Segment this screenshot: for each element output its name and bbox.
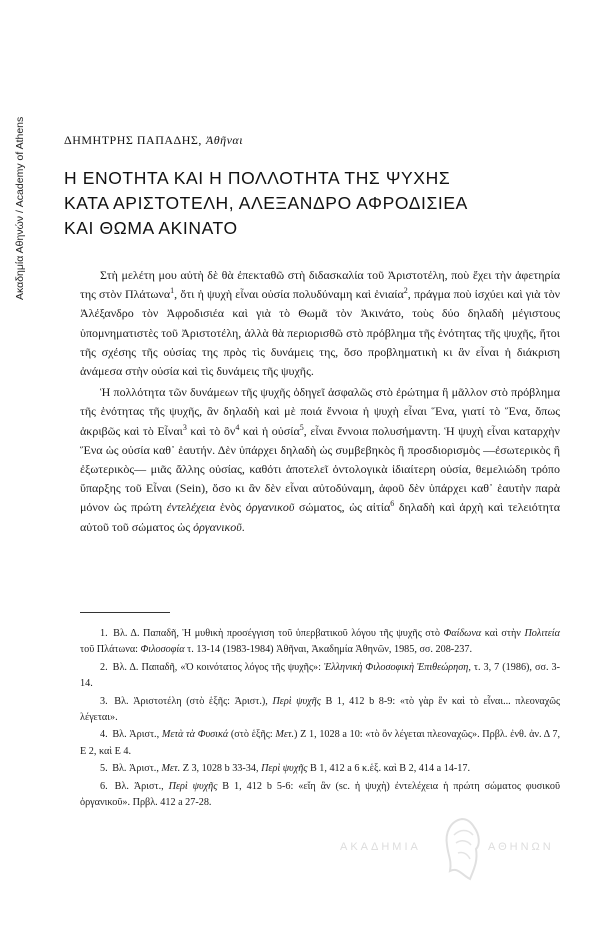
text-run: , πράγμα ποὺ ἰσχύει καὶ γιὰ τὸν Ἀλέξανδρο τὸν Ἀφροδισιέα καὶ γιὰ τὸ Θωμᾶ τὸν Ἀκινάτο, τοὺς δύο δηλαδὴ μέγιστους ὑπομνηματιστὲς τοῦ Ἀριστοτέλη, ἀλλὰ θὰ περιορισθῶ στὸ πρόβλημα τῆς ἑνότητας τῆς ψυχῆς, ἤτοι τῆς σχέσης τῆς οὐσίας της πρὸς τὶς δυνάμεις της, ὅσο προβληματικὴ κι ἂν εἶναι ἡ διάκριση ἀνάμεσα στὴν οὐσία καὶ τὶς δυνάμεις τῆς ψυχῆς. (80, 287, 560, 379)
footnote-number: 3. (100, 695, 113, 707)
body-paragraph (80, 383, 560, 537)
footnote-ref: 1 (170, 286, 175, 296)
italic-text: Μετὰ τὰ Φυσικά (161, 729, 229, 741)
text-run: Β 1, 412 b 5-6: «εἴη ἂν (sc. ἡ ψυχὴ) ἐντελέχεια ἡ πρώτη σώματος φυσικοῦ ὀργανικοῦ». Πρβλ. 412 a 27-28. (80, 780, 561, 809)
italic-text: Φιλοσοφία (140, 644, 185, 656)
watermark-text-left: ΑΚΑΔΗΜΙΑ (340, 841, 421, 853)
text-run: Βλ. Δ. Παπαδῆ, «Ὁ κοινότατος λόγος τῆς ψυχῆς»: (112, 661, 324, 673)
text-run: Β 1, 412 a 6 κ.ἑξ. καὶ Β 2, 414 a 14-17. (307, 763, 471, 775)
italic-text: ἐντελέχεια (166, 500, 216, 515)
footnote-number: 4. (100, 729, 111, 741)
athena-head-icon (440, 815, 484, 885)
footnote-number: 6. (100, 780, 113, 792)
footnote-number: 1. (100, 628, 112, 639)
text-run: καὶ στὴν (481, 628, 525, 639)
text-run: τοῦ Πλάτωνα: (80, 644, 141, 656)
text-run: σώματος, ὡς αἰτία (294, 500, 391, 515)
watermark-text-right: ΑΘΗΝΩΝ (488, 841, 554, 853)
footnotes (80, 626, 560, 812)
article-title (64, 166, 564, 241)
italic-text: ὀργανικοῦ (245, 500, 295, 515)
italic-text: Φαίδωνα (443, 628, 482, 639)
text-run: . (241, 519, 245, 534)
footnote (80, 694, 560, 727)
footnote-ref: 2 (403, 286, 408, 296)
body-paragraph (80, 266, 560, 381)
text-run: ἑνὸς (215, 500, 246, 515)
text-run: Βλ. Ἀριστ., (112, 729, 162, 741)
text-run: Βλ. Ἀριστοτέλη (στὸ ἑξῆς: Ἀριστ.), (114, 695, 273, 707)
text-run: Βλ. Ἀριστ., (114, 780, 169, 792)
italic-text: Πολιτεία (524, 628, 560, 639)
italic-text: Μετ. (161, 763, 181, 775)
text-run: , ὅτι ἡ ψυχὴ εἶναι οὐσία πολυδύναμη καὶ ἑνιαία (174, 287, 404, 302)
text-run: Ἡ πολλότητα τῶν δυνάμεων τῆς ψυχῆς ὁδηγεῖ ἀσφαλῶς στὸ ἐρώτημα ἢ μᾶλλον στὸ πρόβλημα τῆς ἑνότητας τῆς ψυχῆς, ἂν δηλαδὴ καὶ μὲ ποιά ἔννοια ἡ ψυχὴ εἶναι Ἕνα, γιατί τὸ Ἕνα, ὅπως ἀκριβῶς καὶ τὸ Εἶναι (80, 385, 560, 438)
author-line (64, 133, 243, 148)
footnote-number: 5. (100, 763, 111, 775)
footnote (80, 761, 560, 777)
text-run: δηλαδὴ καὶ ἀρχὴ καὶ τελειότητα αὐτοῦ τοῦ σώματος ὡς (80, 500, 560, 534)
text-run: (στὸ ἑξῆς: (228, 729, 276, 741)
italic-text: Ἑλληνικὴ Φιλοσοφικὴ Ἐπιθεώρηση (323, 661, 469, 673)
text-run: Ζ 3, 1028 b 33-34, (180, 763, 262, 775)
academy-watermark (328, 815, 578, 905)
footnote (80, 626, 560, 659)
text-run: Βλ. Ἀριστ., (112, 763, 162, 775)
footnote-ref: 5 (299, 422, 304, 432)
footnote-rule (80, 612, 170, 613)
italic-text: Περὶ ψυχῆς (261, 763, 308, 775)
footnote (80, 727, 560, 760)
text-run: Β 1, 412 b 8-9: «τὸ γὰρ ἓν καὶ τὸ εἶναι... πλεοναχῶς λέγεται». (80, 695, 561, 724)
archive-credit: Ακαδημία Αθηνών / Academy of Athens (14, 116, 26, 300)
italic-text: Περὶ ψυχῆς (272, 695, 321, 707)
footnote (80, 660, 560, 693)
italic-text: Μετ. (275, 729, 295, 741)
article-body (80, 266, 560, 537)
author-city: Ἀθῆναι (205, 133, 244, 147)
title-line: Η ΕΝΟΤΗΤΑ ΚΑΙ Η ΠΟΛΛΟΤΗΤΑ ΤΗΣ ΨΥΧΗΣ (64, 168, 451, 188)
text-run: Στὴ μελέτη μου αὐτὴ δὲ θὰ ἐπεκταθῶ στὴ διδασκαλία τοῦ Ἀριστοτέλη, ποὺ ἔχει τὴν ἀφετηρία της στὸν Πλάτωνα (80, 268, 560, 302)
italic-text: Περὶ ψυχῆς (168, 780, 218, 792)
text-run: τ. 13-14 (1983-1984) Ἀθῆναι, Ἀκαδημία Ἀθηνῶν, 1985, σσ. 208-237. (184, 644, 473, 656)
text-run: , τ. 3, 7 (1986), σσ. 3-14. (80, 661, 561, 690)
text-run: Βλ. Δ. Παπαδῆ, Ἡ μυθικὴ προσέγγιση τοῦ ὑπερβατικοῦ λόγου τῆς ψυχῆς στὸ (113, 628, 444, 639)
footnote (80, 779, 560, 812)
text-run: ) Ζ 1, 1028 a 10: «τὸ ὂν λέγεται πλεοναχῶς». Πρβλ. ἐνθ. ἀν. Δ 7, Ε 2, καὶ Ε 4. (80, 729, 560, 757)
author-name: ΔΗΜΗΤΡΗΣ ΠΑΠΑΔΗΣ, (64, 133, 202, 147)
text-run: καὶ τὸ ὂν (186, 423, 236, 438)
footnote-ref: 3 (182, 422, 187, 432)
footnote-ref: 4 (235, 422, 240, 432)
text-run: καὶ ἡ οὐσία (239, 423, 300, 438)
footnote-number: 2. (100, 661, 111, 673)
footnote-ref: 6 (390, 499, 395, 509)
title-line: ΚΑΤΑ ΑΡΙΣΤΟΤΕΛΗ, ΑΛΕΞΑΝΔΡΟ ΑΦΡΟΔΙΣΙΕΑ (64, 193, 468, 213)
title-line: ΚΑΙ ΘΩΜΑ ΑΚΙΝΑΤΟ (64, 218, 238, 238)
text-run: , εἶναι ἔννοια πολυσήμαντη. Ἡ ψυχὴ εἶναι καταρχὴν Ἕνα ὡς οὐσία καθ᾽ ἑαυτήν. Δὲν ὑπάρχει δηλαδὴ ὡς συμβεβηκὸς ἢ προσδιορισμὸς —ἐσωτερικὸς ἢ ἐξωτερικὸς— μιᾶς ἄλλης οὐσίας, καθότι ἀποτελεῖ ὀντολογικὰ ἰδιαίτερη οὐσία, θεμελιώδη τρόπο ὕπαρξης τοῦ Εἶναι (Sein), ὅσο κι ἂν δὲν εἶναι αὐτοδύναμη, ἀφοῦ δὲν ὑπάρχει καθ᾽ ἑαυτὴν παρὰ μόνον ὡς πρώτη (80, 423, 560, 515)
italic-text: ὀργανικοῦ (193, 519, 242, 534)
